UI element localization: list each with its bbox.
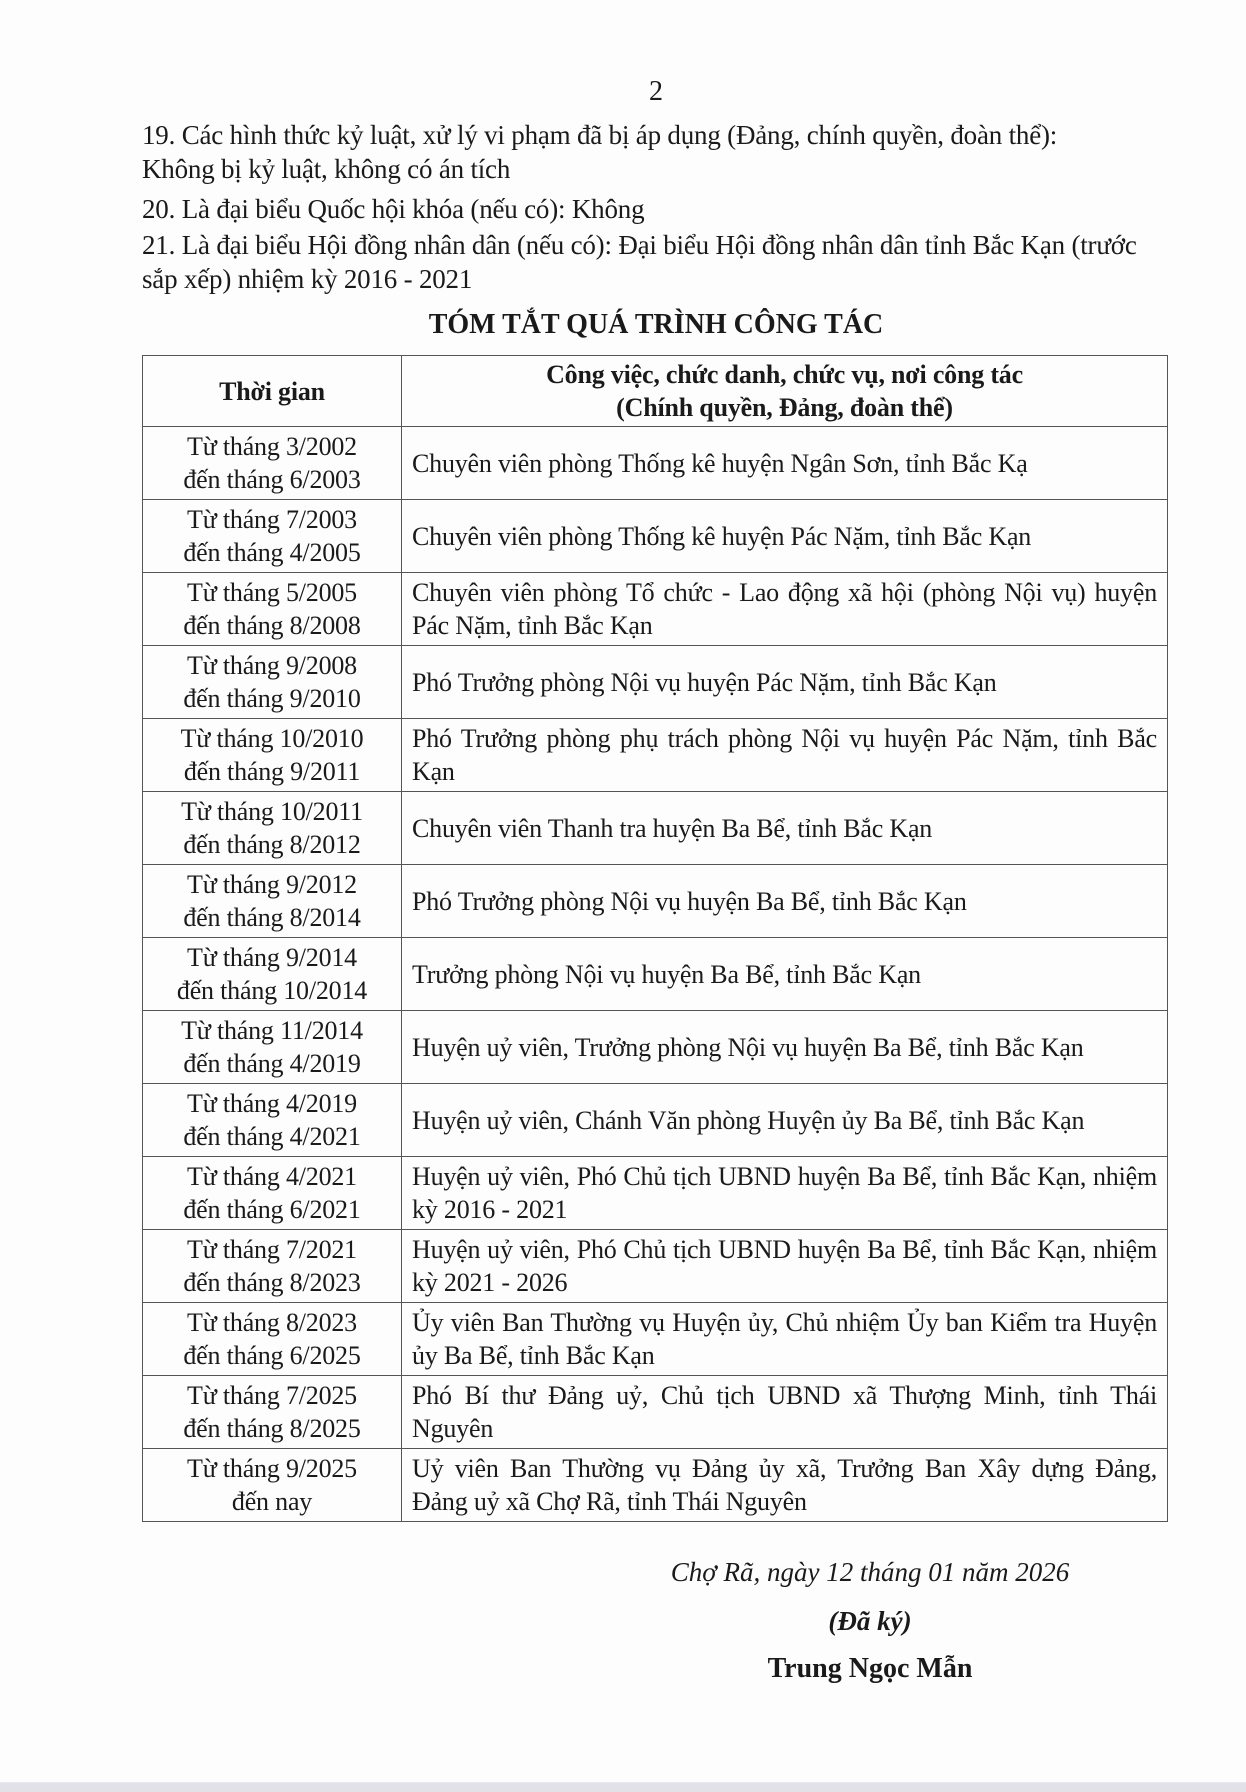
period-from: Từ tháng 5/2005	[187, 578, 357, 607]
period-to: đến tháng 4/2021	[183, 1122, 361, 1151]
period-from: Từ tháng 7/2025	[187, 1381, 357, 1410]
period-from: Từ tháng 8/2023	[187, 1308, 357, 1337]
work-history-table	[142, 355, 1168, 1522]
header-description-line2: (Chính quyền, Đảng, đoàn thể)	[616, 393, 953, 422]
table-row	[143, 865, 1168, 938]
period-from: Từ tháng 9/2025	[187, 1454, 357, 1483]
position-description: Chuyên viên phòng Tổ chức - Lao động xã hội (phòng Nội vụ) huyện Pác Nặm, tỉnh Bắc Kạn	[402, 573, 1168, 646]
table-row	[143, 500, 1168, 573]
period-to: đến tháng 6/2021	[183, 1195, 361, 1224]
position-description: Huyện uỷ viên, Phó Chủ tịch UBND huyện Ba Bể, tỉnh Bắc Kạn, nhiệm kỳ 2016 - 2021	[402, 1157, 1168, 1230]
period-to: đến tháng 8/2012	[183, 830, 361, 859]
table-row	[143, 792, 1168, 865]
table-row	[143, 1376, 1168, 1449]
period-from: Từ tháng 7/2021	[187, 1235, 357, 1264]
period-from: Từ tháng 4/2021	[187, 1162, 357, 1191]
position-description: Trưởng phòng Nội vụ huyện Ba Bể, tỉnh Bắc Kạn	[402, 938, 1168, 1011]
period-cell	[143, 1303, 402, 1376]
position-description: Chuyên viên Thanh tra huyện Ba Bể, tỉnh Bắc Kạn	[402, 792, 1168, 865]
table-body	[143, 427, 1168, 1522]
period-to: đến tháng 8/2025	[183, 1414, 361, 1443]
position-description: Ủy viên Ban Thường vụ Huyện ủy, Chủ nhiệm Ủy ban Kiểm tra Huyện ủy Ba Bể, tỉnh Bắc Kạn	[402, 1303, 1168, 1376]
position-description: Uỷ viên Ban Thường vụ Đảng ủy xã, Trưởng Ban Xây dựng Đảng, Đảng uỷ xã Chợ Rã, tỉnh Thái Nguyên	[402, 1449, 1168, 1522]
period-from: Từ tháng 3/2002	[187, 432, 357, 461]
table-row	[143, 646, 1168, 719]
period-to: đến tháng 8/2008	[183, 611, 361, 640]
period-cell	[143, 1157, 402, 1230]
table-row	[143, 1084, 1168, 1157]
header-description-line1: Công việc, chức danh, chức vụ, nơi công tác	[546, 360, 1023, 389]
table-row	[143, 1230, 1168, 1303]
table-row	[143, 1157, 1168, 1230]
table-row	[143, 573, 1168, 646]
item-21-people-council: 21. Là đại biểu Hội đồng nhân dân (nếu có): Đại biểu Hội đồng nhân dân tỉnh Bắc Kạn (trước sắp xếp) nhiệm kỳ 2016 - 2021	[142, 230, 1137, 294]
signature-place-date: Chợ Rã, ngày 12 tháng 01 năm 2026	[670, 1557, 1070, 1587]
item-19-disciplinary	[142, 118, 1172, 186]
period-cell	[143, 1376, 402, 1449]
table-row	[143, 1303, 1168, 1376]
table-row	[143, 1449, 1168, 1522]
period-from: Từ tháng 11/2014	[181, 1016, 363, 1045]
header-description	[402, 356, 1168, 427]
period-cell	[143, 865, 402, 938]
position-description: Phó Bí thư Đảng uỷ, Chủ tịch UBND xã Thượng Minh, tỉnh Thái Nguyên	[402, 1376, 1168, 1449]
period-cell	[143, 1449, 402, 1522]
position-description: Chuyên viên phòng Thống kê huyện Pác Nặm, tỉnh Bắc Kạn	[402, 500, 1168, 573]
period-from: Từ tháng 9/2014	[187, 943, 357, 972]
period-cell	[143, 1230, 402, 1303]
period-from: Từ tháng 10/2010	[180, 724, 364, 753]
position-description: Chuyên viên phòng Thống kê huyện Ngân Sơn, tỉnh Bắc Kạ	[402, 427, 1168, 500]
period-cell	[143, 719, 402, 792]
period-to: đến tháng 9/2010	[183, 684, 361, 713]
position-description: Phó Trưởng phòng phụ trách phòng Nội vụ huyện Pác Nặm, tỉnh Bắc Kạn	[402, 719, 1168, 792]
position-description: Huyện uỷ viên, Trưởng phòng Nội vụ huyện Ba Bể, tỉnh Bắc Kạn	[402, 1011, 1168, 1084]
period-to: đến tháng 4/2019	[183, 1049, 361, 1078]
table-row	[143, 427, 1168, 500]
period-to: đến nay	[231, 1487, 313, 1516]
period-cell	[143, 792, 402, 865]
period-to: đến tháng 6/2025	[183, 1341, 361, 1370]
period-from: Từ tháng 4/2019	[187, 1089, 357, 1118]
page-number: 2	[649, 76, 663, 107]
header-time: Thời gian	[143, 356, 402, 427]
position-description: Huyện uỷ viên, Chánh Văn phòng Huyện ủy Ba Bể, tỉnh Bắc Kạn	[402, 1084, 1168, 1157]
position-description: Phó Trưởng phòng Nội vụ huyện Pác Nặm, tỉnh Bắc Kạn	[402, 646, 1168, 719]
item-20-national-assembly: 20. Là đại biểu Quốc hội khóa (nếu có): Không	[142, 194, 645, 224]
period-cell	[143, 646, 402, 719]
period-to: đến tháng 9/2011	[183, 757, 361, 786]
period-cell	[143, 500, 402, 573]
period-cell	[143, 1011, 402, 1084]
period-from: Từ tháng 7/2003	[187, 505, 357, 534]
signature-signed-note: (Đã ký)	[828, 1606, 912, 1636]
position-description: Phó Trưởng phòng Nội vụ huyện Ba Bể, tỉnh Bắc Kạn	[402, 865, 1168, 938]
period-to: đến tháng 10/2014	[176, 976, 368, 1005]
period-from: Từ tháng 9/2012	[187, 870, 357, 899]
table-row	[143, 1011, 1168, 1084]
period-cell	[143, 938, 402, 1011]
period-to: đến tháng 8/2014	[183, 903, 361, 932]
period-to: đến tháng 8/2023	[183, 1268, 361, 1297]
signer-name: Trung Ngọc Mẫn	[767, 1653, 973, 1684]
period-cell	[143, 573, 402, 646]
period-from: Từ tháng 10/2011	[181, 797, 363, 826]
period-cell	[143, 1084, 402, 1157]
period-to: đến tháng 4/2005	[183, 538, 361, 567]
period-to: đến tháng 6/2003	[183, 465, 361, 494]
item-19-label: 19. Các hình thức kỷ luật, xử lý vi phạm đã bị áp dụng (Đảng, chính quyền, đoàn thể):	[142, 120, 1058, 150]
period-cell	[143, 427, 402, 500]
position-description: Huyện uỷ viên, Phó Chủ tịch UBND huyện Ba Bể, tỉnh Bắc Kạn, nhiệm kỳ 2021 - 2026	[402, 1230, 1168, 1303]
table-header-row	[143, 356, 1168, 427]
period-from: Từ tháng 9/2008	[187, 651, 357, 680]
item-19-value: Không bị kỷ luật, không có án tích	[142, 154, 511, 184]
table-row	[143, 938, 1168, 1011]
table-row	[143, 719, 1168, 792]
section-title: TÓM TẮT QUÁ TRÌNH CÔNG TÁC	[428, 309, 884, 340]
